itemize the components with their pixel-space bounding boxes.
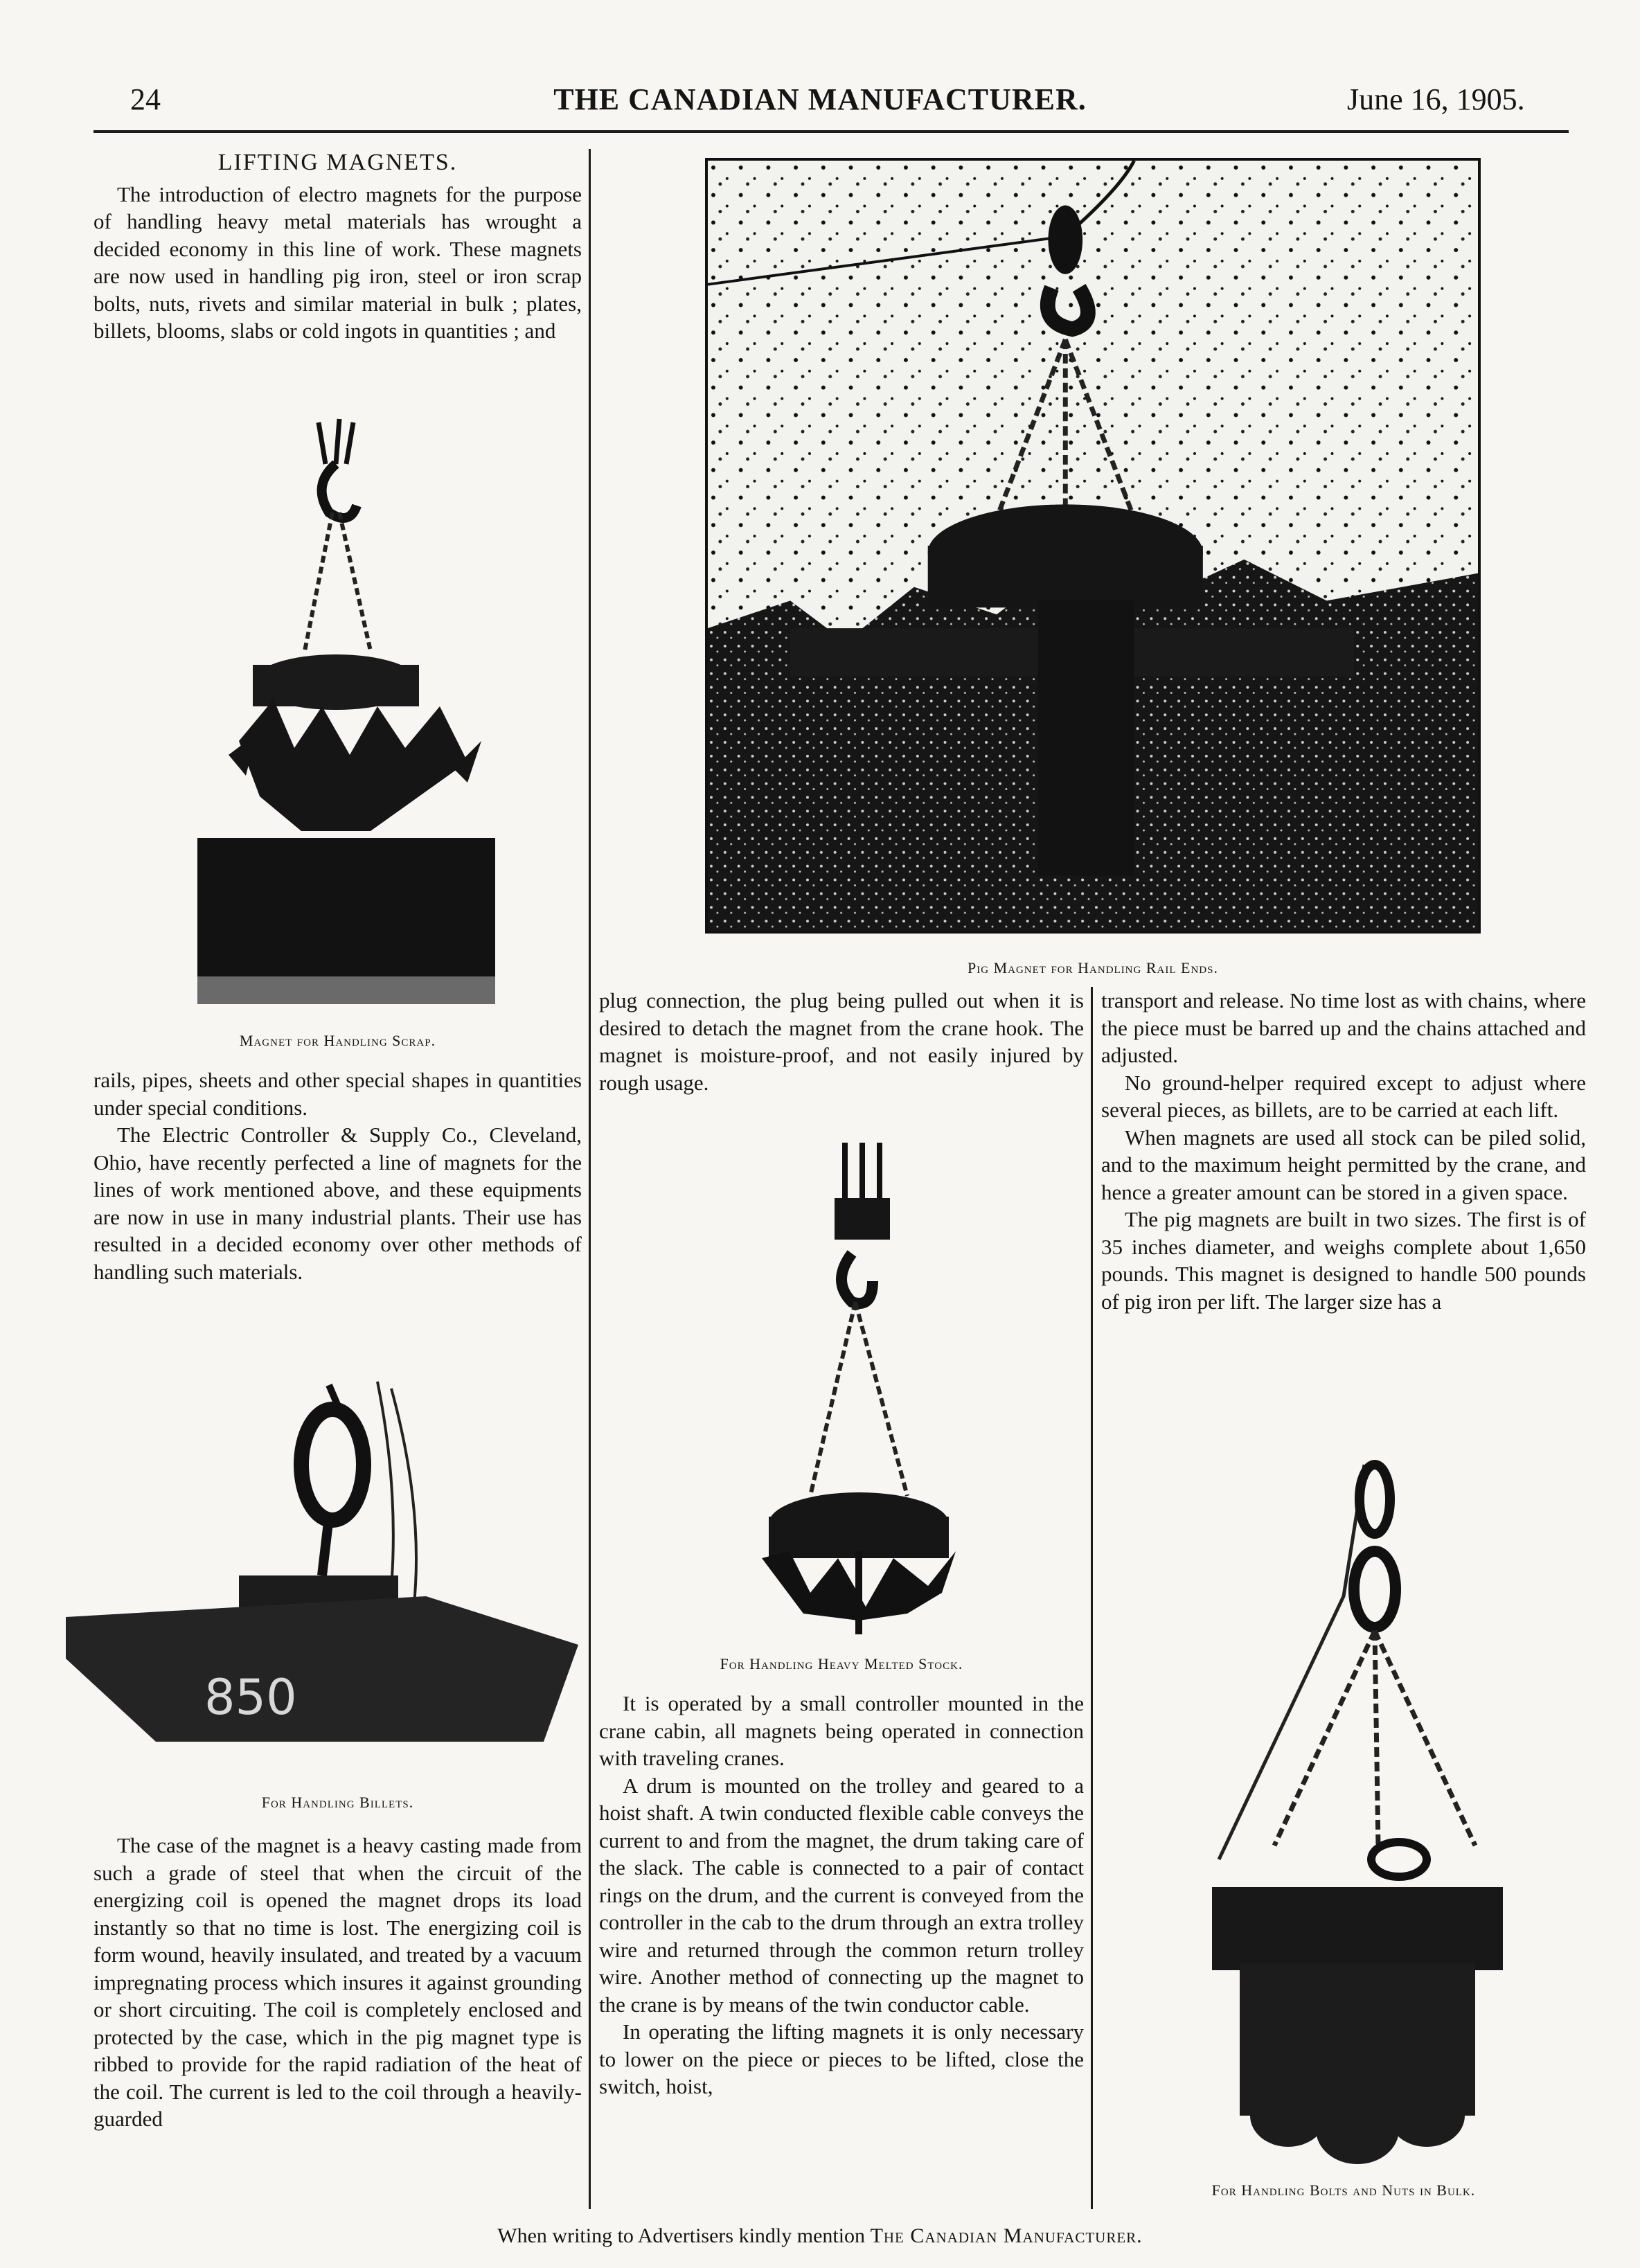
paragraph: A drum is mounted on the trolley and geared to a hoist shaft. A twin conducted flexible cable conveys the current to and from the magnet, the drum taking care of the slack. The cable is connected to a pair of contact rings on the drum, and the current is conveyed from the controller in the cab to the drum through an extra trolley wire and returned through the common return trolley wire. Another method of connecting up the magnet to the crane is by means of the twin conductor cable. bbox=[599, 1773, 1084, 2017]
paragraph: plug connection, the plug being pulled out when it is desired to detach the magnet from the crane hook. The magnet is moisture-proof, and not easily injured by rough usage. bbox=[599, 988, 1084, 1095]
page-footer bbox=[0, 2224, 1640, 2248]
billet-marking: 850 bbox=[204, 1669, 297, 1726]
paragraph: When magnets are used all stock can be piled solid, and to the maximum height permitted by the crane, and hence a greater amount can be stored in a given space. bbox=[1101, 1125, 1586, 1204]
header-rule bbox=[93, 130, 1569, 133]
article-title: LIFTING MAGNETS. bbox=[217, 150, 458, 175]
paragraph: The introduction of electro magnets for the purpose of handling heavy metal materials has wrought a decided economy in this line of work. These magnets are now used in handling pig iron, steel or iron scrap bolts, nuts, rivets and similar material in bulk ; plates, billets, blooms, slabs or cold ingots in quantities ; and bbox=[93, 181, 582, 343]
page-number: 24 bbox=[130, 82, 161, 116]
pig-magnet-caption: Pig Magnet for Handling Rail Ends. bbox=[968, 959, 1218, 976]
article-column-1-middle bbox=[93, 1066, 582, 1285]
scrap-magnet-photo bbox=[190, 409, 502, 1018]
footer-publication: The Canadian Manufacturer. bbox=[870, 2224, 1143, 2247]
article-column-1-top bbox=[93, 149, 582, 345]
paragraph: No ground-helper required except to adjust where several pieces, as billets, are to be carried at each lift. bbox=[1101, 1070, 1586, 1122]
scrap-magnet-caption: Magnet for Handling Scrap. bbox=[239, 1032, 436, 1049]
paragraph: The Electric Controller & Supply Co., Cleveland, Ohio, have recently perfected a line of magnets for the lines of work mentioned above, and these equipments are now in use in many industrial plants. Their use has resulted in a decided economy over other methods of handling such materials. bbox=[93, 1123, 582, 1284]
paragraph: The case of the magnet is a heavy casting made from such a grade of steel that when the circuit of the energizing coil is opened the magnet drops its load instantly so that no time is lost. The energizing coil is form wound, heavily insulated, and treated by a vacuum impregnating process which insures it against grounding or short circuiting. The coil is completely enclosed and protected by the case, which in the pig magnet type is ribbed to provide for the rapid radiation of the heat of the coil. The current is led to the coil through a heavily-guarded bbox=[93, 1833, 582, 2131]
melted-stock-magnet-caption: For Handling Heavy Melted Stock. bbox=[720, 1655, 963, 1672]
billets-magnet-photo bbox=[66, 1368, 578, 1742]
paragraph: transport and release. No time lost as with chains, where the piece must be barred up and the chains attached and adjusted. bbox=[1101, 988, 1586, 1067]
footer-prefix: When writing to Advertisers kindly mention bbox=[497, 2224, 866, 2247]
pig-magnet-photo bbox=[705, 158, 1481, 934]
article-column-2-bottom bbox=[599, 1690, 1084, 2100]
bolts-nuts-magnet-photo bbox=[1170, 1458, 1544, 2171]
journal-title: THE CANADIAN MANUFACTURER. bbox=[553, 82, 1087, 116]
article-column-2-top bbox=[599, 987, 1084, 1096]
bolts-nuts-magnet-caption: For Handling Bolts and Nuts in Bulk. bbox=[1211, 2181, 1476, 2199]
column-divider-2 bbox=[1091, 987, 1093, 2209]
article-column-1-bottom bbox=[93, 1832, 582, 2133]
paragraph: In operating the lifting magnets it is only necessary to lower on the piece or pieces to be lifted, close the switch, hoist, bbox=[599, 2019, 1084, 2098]
paragraph: rails, pipes, sheets and other special shapes in quantities under special conditions. bbox=[93, 1068, 582, 1120]
paragraph: The pig magnets are built in two sizes. The first is of 35 inches diameter, and weighs complete about 1,650 pounds. This magnet is designed to handle 500 pounds of pig iron per lift. The larger size has a bbox=[1101, 1207, 1586, 1314]
billets-magnet-caption: For Handling Billets. bbox=[261, 1794, 414, 1811]
paragraph: It is operated by a small controller mounted in the crane cabin, all magnets being operated in connection with traveling cranes. bbox=[599, 1691, 1084, 1770]
melted-stock-magnet-photo bbox=[734, 1136, 977, 1634]
article-column-3 bbox=[1101, 987, 1586, 1315]
issue-date: June 16, 1905. bbox=[1347, 82, 1525, 116]
column-divider-1 bbox=[589, 149, 591, 2209]
